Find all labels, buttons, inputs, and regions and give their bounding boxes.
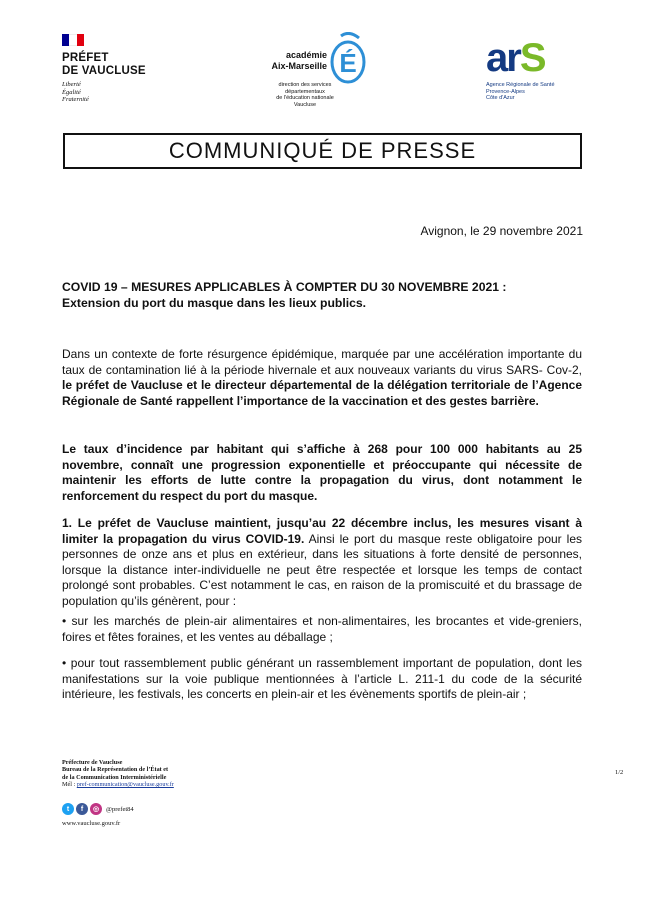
- twitter-icon[interactable]: t: [62, 803, 74, 815]
- page-number: 1/2: [615, 769, 624, 776]
- svg-text:É: É: [339, 48, 357, 78]
- website-link[interactable]: www.vaucluse.gouv.fr: [62, 820, 121, 827]
- bullet-gatherings: • pour tout rassemblement public générant un rassemblement important de population, dont les manifestations sur la voie publique mentionnées à l’article L. 211-1 du code de la sécurité intérieure, les festivals, les concerts en plein-air et les évènements sportifs de plein-air ;: [62, 656, 582, 702]
- headline: COVID 19 – MESURES APPLICABLES À COMPTER DU 30 NOVEMBRE 2021 : Extension du port du masque dans les lieux publics.: [62, 280, 507, 310]
- footer-contact: Préfecture de Vaucluse Bureau de la Représentation de l’État et de la Communication Interministérielle Mél : pref-communication@vaucluse.gouv.fr: [62, 759, 174, 789]
- title-box: [63, 133, 582, 169]
- academie-logo: académie Aix-Marseille É direction des services départementaux de l'éducation nationale Vaucluse: [265, 32, 375, 118]
- instagram-icon[interactable]: ◎: [90, 803, 102, 815]
- paragraph-measures: 1. Le préfet de Vaucluse maintient, jusqu’au 22 décembre inclus, les mesures visant à limiter la propagation du virus COVID-19. Ainsi le port du masque reste obligatoire pour les personnes de onze ans et plus en extérieur, dans les situations à forte densité de personnes, lorsque la distance inter-individuelle ne peut être respectée et lorsque les temps de contact prolongé sont probables. C’est notamment le cas, en raison de la promiscuité et du brassage de population qu’ils génèrent, pour :: [62, 516, 582, 608]
- facebook-icon[interactable]: f: [76, 803, 88, 815]
- republic-motto: Liberté Égalité Fraternité: [62, 81, 89, 103]
- bullet-markets: • sur les marchés de plein-air alimentaires et non-alimentaires, les brocantes et vide-greniers, foires et fêtes foraines, et les ventes au déballage ;: [62, 614, 582, 644]
- paragraph-incidence: Le taux d’incidence par habitant qui s’affiche à 268 pour 100 000 habitants au 25 novembre, connaît une progression exponentielle et préoccupante qui nécessite de maintenir les efforts de lutte contre la propagation du virus, dont notamment le renforcement du respect du port du masque.: [62, 442, 582, 503]
- academie-service: direction des services départementaux de l'éducation nationale Vaucluse: [276, 82, 334, 108]
- date-line: Avignon, le 29 novembre 2021: [420, 224, 583, 238]
- ars-subtitle: Agence Régionale de Santé Provence-Alpes Côte d'Azur: [486, 82, 555, 101]
- ars-logo: arS Agence Régionale de Santé Provence-Alpes Côte d'Azur: [486, 36, 555, 101]
- social-handle[interactable]: @prefet84: [106, 805, 134, 813]
- french-flag-icon: [62, 34, 84, 46]
- prefet-name: PRÉFET DE VAUCLUSE: [62, 52, 146, 77]
- academie-e-icon: [329, 32, 367, 84]
- prefet-logo: [62, 34, 152, 104]
- social-links: [62, 803, 134, 815]
- paragraph-context: Dans un contexte de forte résurgence épidémique, marquée par une accélération importante du taux de contamination lié à la période hivernale et aux nouveaux variants du virus SARS- Cov-2, le préfet de Vaucluse et le directeur départemental de la délégation territoriale de l’Agence Régionale de Santé rappellent l’importance de la vaccination et des gestes barrière.: [62, 347, 582, 408]
- page-title: COMMUNIQUÉ DE PRESSE: [168, 138, 477, 163]
- email-link[interactable]: pref-communication@vaucluse.gouv.fr: [76, 781, 174, 789]
